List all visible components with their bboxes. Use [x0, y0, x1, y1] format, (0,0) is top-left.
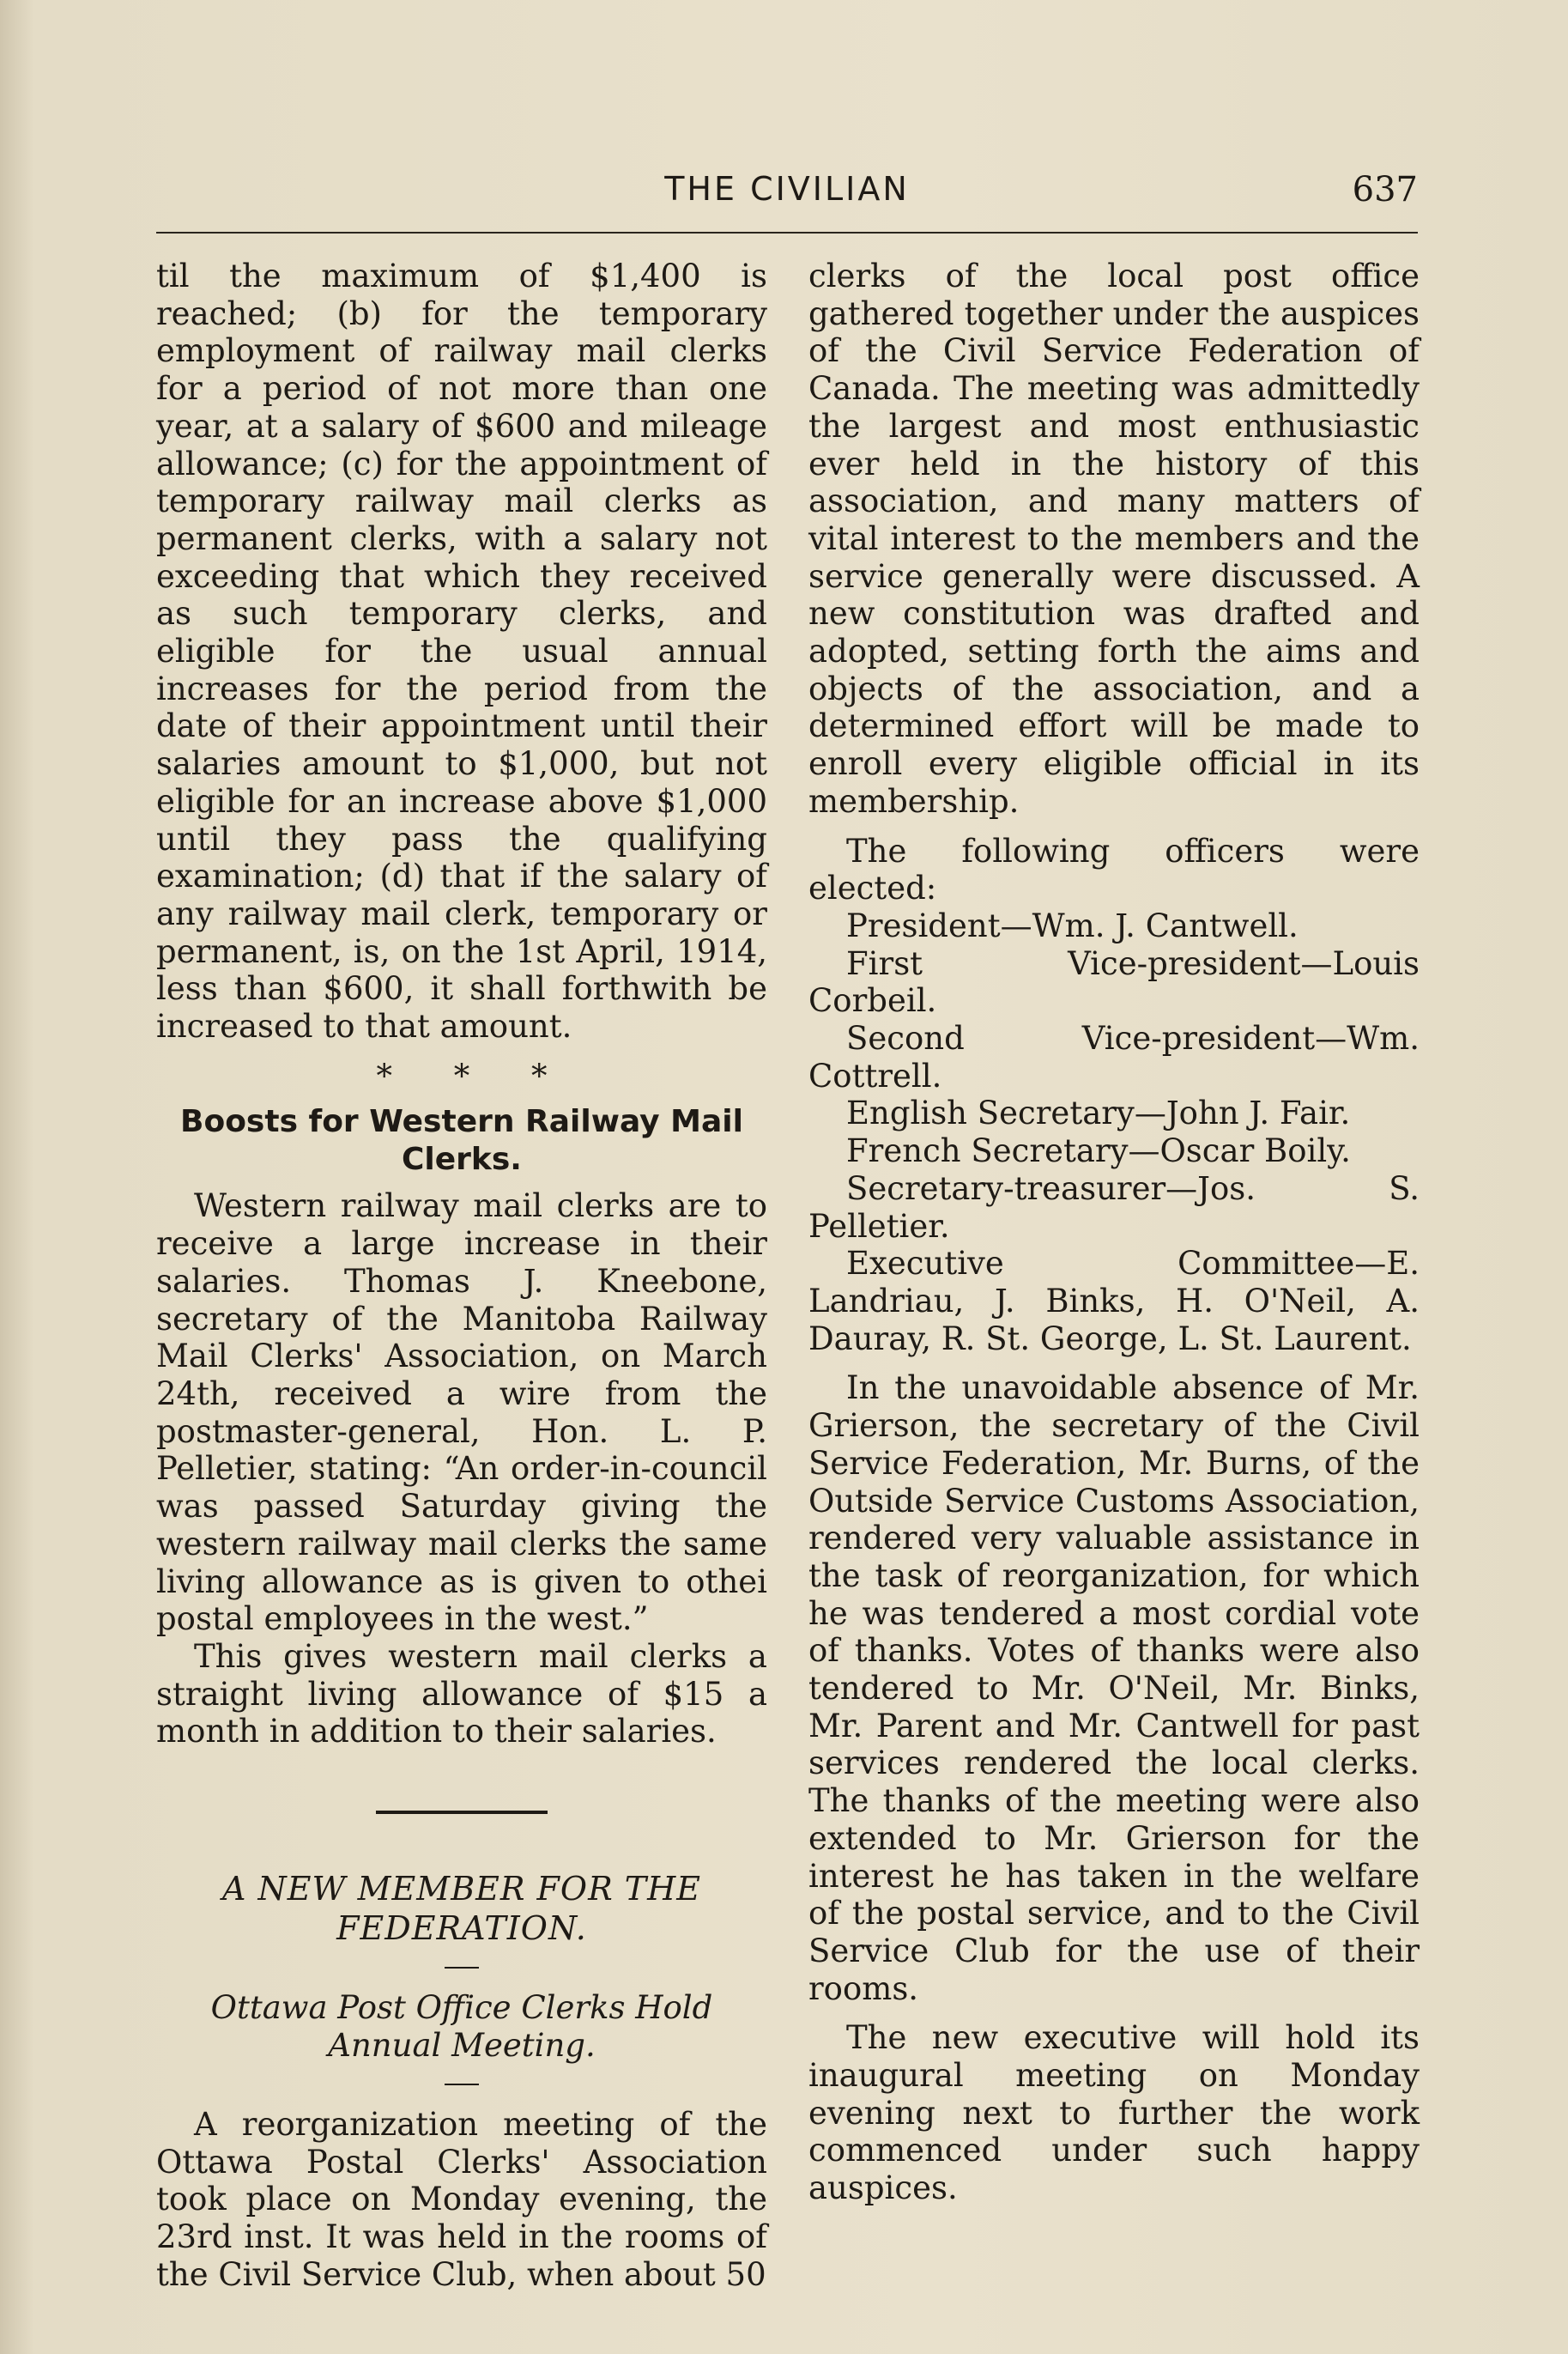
- officer-first-vice-president: First Vice-president—Louis Corbeil.: [808, 944, 1420, 1020]
- officer-english-secretary: English Secretary—John J. Fair.: [846, 1095, 1351, 1132]
- left-column: [156, 258, 767, 2294]
- right-paragraph-2: In the unavoidable absence of Mr. Grierson, the secretary of the Civil Service Federation, Mr. Burns, of the Outside Service Customs Association, rendered very valuable assistance in the task of reorganization, for which he was tendered a most cordial vote of thanks. Votes of thanks were also tendered to Mr. O'Neil, Mr. Binks, Mr. Parent and Mr. Cantwell for past services rendered the local clerks. The thanks of the meeting were also extended to Mr. Grierson for the interest he has taken in the welfare of the postal service, and to the Civil Service Club for the use of their rooms.: [808, 1369, 1420, 2007]
- left-paragraph-4: A reorganization meeting of the Ottawa Postal Clerks' Association took place on Monday evening, the 23rd inst. It was held in the rooms of the Civil Service Club, when about 50: [156, 2106, 767, 2293]
- left-paragraph-3: This gives western mail clerks a straight living allowance of $15 a month in addition to their salaries.: [156, 1637, 767, 1750]
- section-separator-stars: * * *: [376, 1057, 573, 1095]
- officers-intro: The following officers were elected:: [808, 832, 1420, 907]
- officer-executive-committee: Executive Committee—E. Landriau, J. Binks, H. O'Neil, A. Dauray, R. St. George, L. St. Laurent.: [808, 1245, 1420, 1357]
- left-paragraph-2: Western railway mail clerks are to receive a large increase in their salaries. Thomas J. Kneebone, secretary of the Manitoba Railway Mail Clerks' Association, on March 24th, received a wire from the postmaster-general, Hon. L. P. Pelletier, stating: “An order-in-council was passed Saturday giving the western railway mail clerks the same living allowance as is given to othei postal employees in the west.”: [156, 1187, 767, 1638]
- heading-dash-1: [445, 1967, 479, 1969]
- page-header: [156, 170, 1418, 218]
- page-number: 637: [1352, 170, 1418, 209]
- officer-president: President—Wm. J. Cantwell.: [846, 907, 1299, 944]
- left-paragraph-1: til the maximum of $1,400 is reached; (b) for the temporary employment of railway mail clerks for a period of not more than one year, at a salary of $600 and mileage allowance; (c) for the appointment of temporary railway mail clerks as permanent clerks, with a salary not exceeding that which they received as such temporary clerks, and eligible for the usual annual increases for the period from the date of their appointment until their salaries amount to $1,000, but not eligible for an increase above $1,000 until they pass the qualifying examination; (d) that if the salary of any railway mail clerk, temporary or permanent, is, on the 1st April, 1914, less than $600, it shall forthwith be increased to that amount.: [156, 258, 767, 1046]
- header-rule: [156, 232, 1418, 234]
- heading-dash-2: [445, 2084, 479, 2085]
- article-heading-boosts: Boosts for Western Railway Mail Clerks.: [180, 1104, 743, 1178]
- right-paragraph-3: The new executive will hold its inaugural meeting on Monday evening next to further the work commenced under such happy auspices.: [808, 2019, 1420, 2207]
- officer-french-secretary: French Secretary—Oscar Boily.: [846, 1132, 1351, 1170]
- article-heading-new-member: A NEW MEMBER FOR THE FEDERATION.: [222, 1870, 701, 1948]
- right-column: [808, 258, 1420, 2207]
- article-subheading: Ottawa Post Office Clerks Hold Annual Meeting.: [210, 1989, 713, 2065]
- right-paragraph-1: clerks of the local post office gathered together under the auspices of the Civil Service Federation of Canada. The meeting was admittedly the largest and most enthusiastic ever held in the history of this association, and many matters of vital interest to the members and the service generally were discussed. A new constitution was drafted and adopted, setting forth the aims and objects of the association, and a determined effort will be made to enroll every eligible official in its membership.: [808, 258, 1420, 820]
- officer-second-vice-president: Second Vice-president—Wm. Cottrell.: [808, 1020, 1420, 1095]
- publication-title: THE CIVILIAN: [664, 170, 910, 208]
- officer-secretary-treasurer: Secretary-treasurer—Jos. S. Pelletier.: [808, 1169, 1420, 1245]
- article-divider: [376, 1811, 548, 1814]
